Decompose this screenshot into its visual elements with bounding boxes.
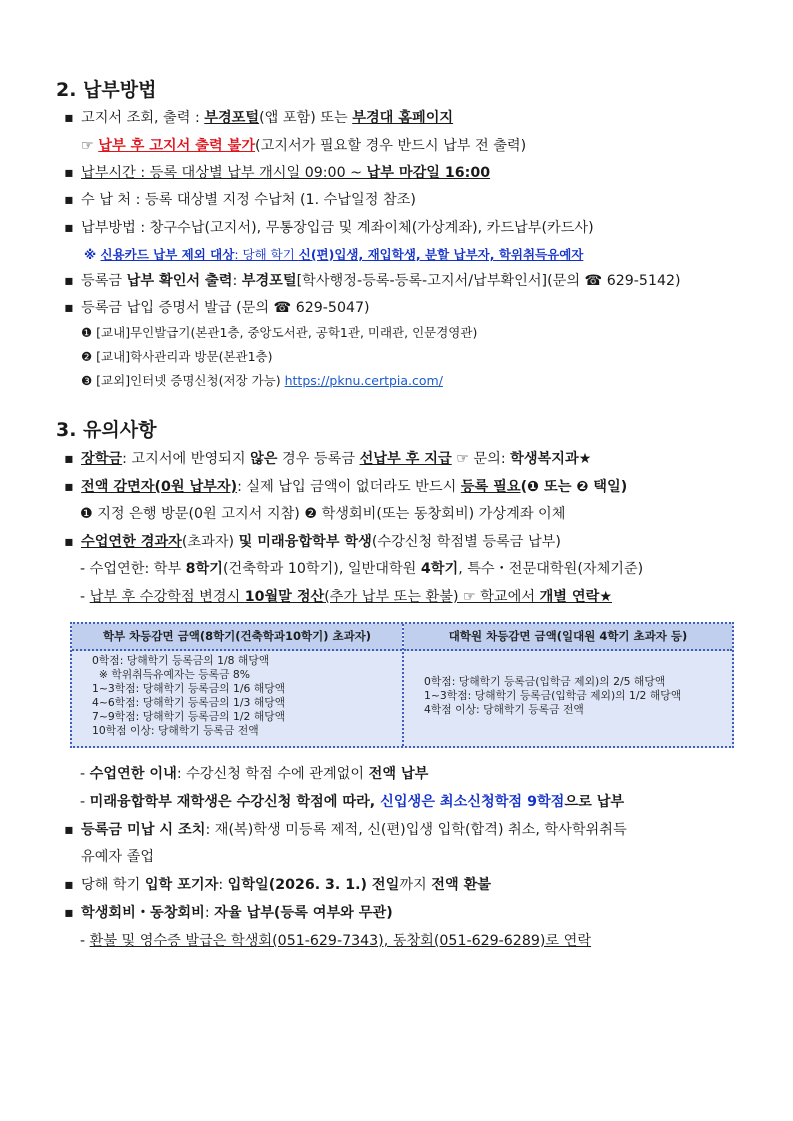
line-pay-method: ▪ 납부방법 : 창구수납(고지서), 무통장입금 및 계좌이체(가상계좌), 카드납부(카드사): [64, 220, 594, 236]
line-notice-query: ▪ 고지서 조회, 출력 : 부경포털(앱 포함) 또는 부경대 홈페이지: [64, 110, 454, 126]
line-exempt-options: ❶ 지정 은행 방문(0원 고지서 지참) ❷ 학생회비(또는 동창회비) 가상계좌 이체: [80, 506, 566, 522]
line-student-fees: ▪ 학생회비・동창회비: 자율 납부(등록 여부와 무관): [64, 905, 393, 921]
line-card-exclusion: ※ 신용카드 납부 제외 대상: 당해 학기 신(편)입생, 재입학생, 분할 납부자, 학위취득유예자: [84, 247, 584, 262]
line-payee: ▪ 수 납 처 : 등록 대상별 지정 수납처 (1. 수납일정 참조): [64, 192, 416, 208]
line-refund-contact: - 환불 및 영수증 발급은 학생회(051-629-7343), 동창회(051-629-6289)로 연락: [80, 933, 592, 949]
table-header-undergrad: 학부 차등감면 금액(8학기(건축학과10학기) 초과자): [72, 624, 402, 651]
line-notice-warning: ☞ 납부 후 고지서 출력 불가(고지서가 필요할 경우 반드시 납부 전 출력): [81, 138, 527, 154]
table-header-grad: 대학원 차등감면 금액(일대원 4학기 초과자 등): [404, 624, 732, 651]
reduction-table: [70, 622, 734, 748]
section-2-title: 2. 납부방법: [56, 79, 157, 101]
line-admission-waiver: ▪ 당해 학기 입학 포기자: 입학일(2026. 3. 1.) 전일까지 전액 환불: [64, 877, 492, 893]
table-cell-undergrad: 0학점: 당해학기 등록금의 1/8 해당액 ※ 학위취득유예자는 등록금 8% 1~3학점: 당해학기 등록금의 1/6 해당액 4~6학점: 당해학기 등록금의 1/3 해당액 7~9학점: 당해학기 등록금의 1/2 해당액 10학점 이상: 당해학기 등록금 전액: [92, 654, 286, 737]
option-visit: ❷ [교내]학사관리과 방문(본관1층): [81, 349, 273, 364]
bullet: ▪: [64, 110, 74, 126]
line-future-convergence: - 미래융합학부 재학생은 수강신청 학점에 따라, 신입생은 최소신청학점 9학점으로 납부: [80, 794, 625, 810]
line-overdue: ▪ 수업연한 경과자(초과자) 및 미래융합학부 학생(수강신청 학점별 등록금 납부): [64, 534, 561, 550]
table-cell-grad: 0학점: 당해학기 등록금(입학금 제외)의 2/5 해당액 1~3학점: 당해학기 등록금(입학금 제외)의 1/2 해당액 4학점 이상: 당해학기 등록금 전액: [424, 675, 682, 716]
line-study-period: - 수업연한: 학부 8학기(건축학과 10학기), 일반대학원 4학기, 특수・전문대학원(자체기준): [80, 561, 644, 577]
line-within-period: - 수업연한 이내: 수강신청 학점 수에 관계없이 전액 납부: [80, 766, 429, 782]
section-3-title: 3. 유의사항: [56, 419, 157, 441]
line-certificate: ▪ 등록금 납입 증명서 발급 (문의 ☎ 629-5047): [64, 300, 370, 316]
line-scholarship: ▪ 장학금: 고지서에 반영되지 않은 경우 등록금 선납부 후 지급 ☞ 문의: 학생복지과★: [64, 451, 592, 467]
line-unpaid-action: ▪ 등록금 미납 시 조치: 재(복)학생 미등록 제적, 신(편)입생 입학(합격) 취소, 학사학위취득: [64, 822, 627, 838]
line-unpaid-action-cont: 유예자 졸업: [81, 849, 155, 865]
certpia-link[interactable]: https://pknu.certpia.com/: [284, 373, 443, 388]
line-pay-time: ▪ 납부시간 : 등록 대상별 납부 개시일 09:00 ~ 납부 마감일 16:00: [64, 165, 491, 181]
option-online: ❸ [교외]인터넷 증명신청(저장 가능) https://pknu.certpia.com/: [81, 373, 443, 388]
line-confirm-print: ▪ 등록금 납부 확인서 출력: 부경포털[학사행정-등록-등록-고지서/납부확인서](문의 ☎ 629-5142): [64, 273, 681, 289]
option-kiosk: ❶ [교내]무인발급기(본관1층, 중앙도서관, 공학1관, 미래관, 인문경영관): [81, 325, 478, 340]
line-full-exempt: ▪ 전액 감면자(0원 납부자): 실제 납입 금액이 없더라도 반드시 등록 필요(❶ 또는 ❷ 택일): [64, 479, 628, 495]
line-credit-change: - 납부 후 수강학점 변경시 10월말 정산(추가 납부 또는 환불) ☞ 학교에서 개별 연락★: [80, 589, 613, 605]
table-divider: [402, 624, 404, 746]
